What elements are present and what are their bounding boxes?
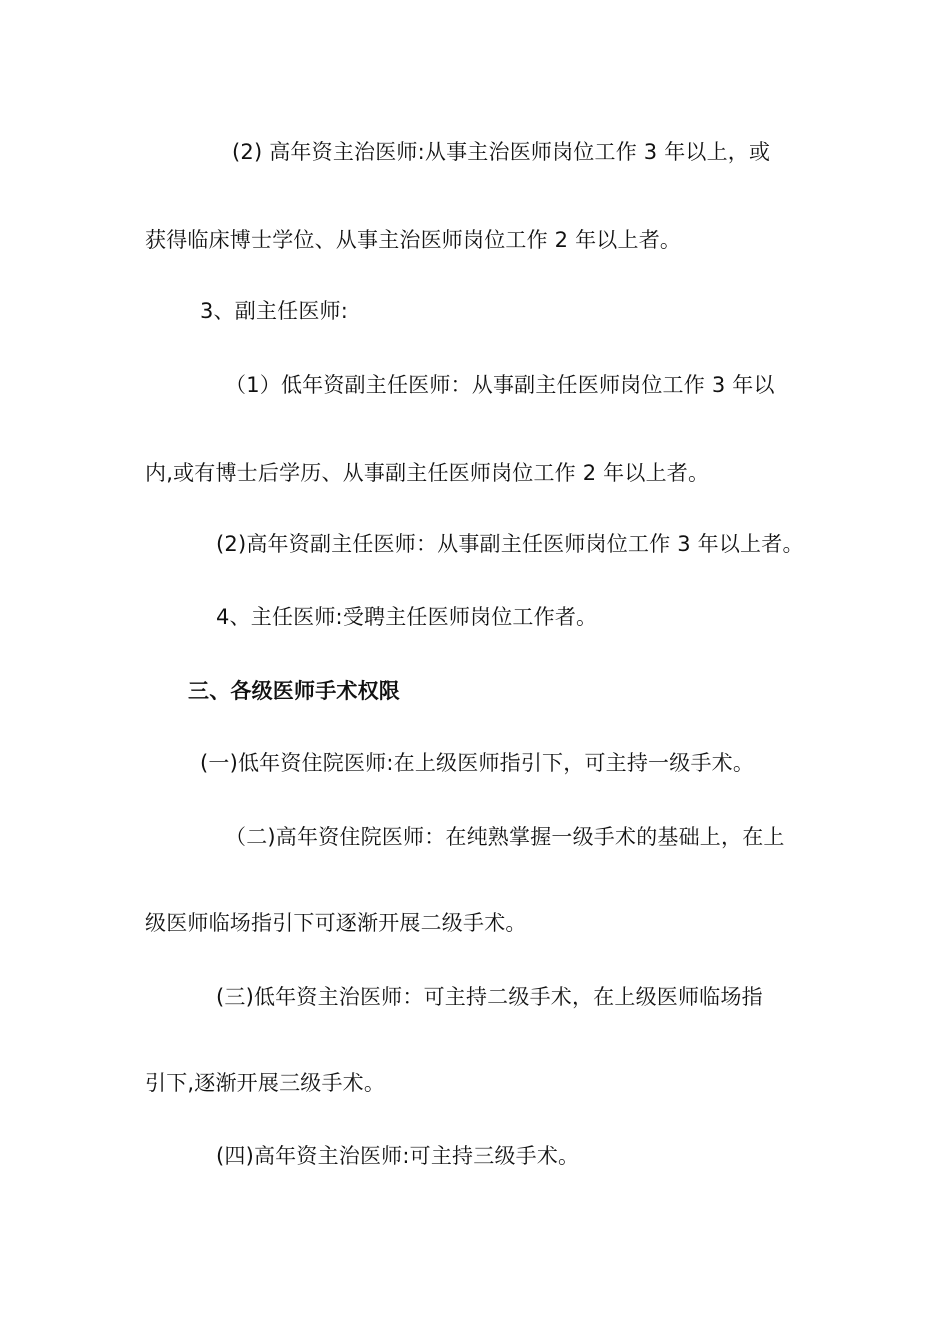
paragraph-junior-associate-line-1: （1）低年资副主任医师：从事副主任医师岗位工作 3 年以 (225, 373, 775, 397)
paragraph-senior-attending-line-1: (2) 高年资主治医师:从事主治医师岗位工作 3 年以上，或 (232, 140, 771, 164)
paragraph-senior-resident-line-1: （二)高年资住院医师：在纯熟掌握一级手术的基础上，在上 (225, 825, 785, 849)
paragraph-chief-physician: 4、主任医师:受聘主任医师岗位工作者。 (216, 605, 598, 629)
paragraph-junior-associate-line-2: 内,或有博士后学历、从事副主任医师岗位工作 2 年以上者。 (145, 461, 710, 485)
paragraph-senior-resident-line-2: 级医师临场指引下可逐渐开展二级手术。 (145, 911, 527, 935)
paragraph-junior-attending-line-2: 引下,逐渐开展三级手术。 (145, 1071, 386, 1095)
paragraph-junior-resident: (一)低年资住院医师:在上级医师指引下，可主持一级手术。 (200, 751, 755, 775)
paragraph-junior-attending-line-1: (三)低年资主治医师：可主持二级手术，在上级医师临场指 (216, 985, 763, 1009)
paragraph-senior-associate: (2)高年资副主任医师：从事副主任医师岗位工作 3 年以上者。 (216, 532, 804, 556)
paragraph-senior-attending-authority: (四)高年资主治医师:可主持三级手术。 (216, 1144, 580, 1168)
heading-associate-chief: 3、副主任医师: (200, 299, 349, 323)
section-heading-surgery-authority: 三、各级医师手术权限 (188, 679, 400, 703)
paragraph-senior-attending-line-2: 获得临床博士学位、从事主治医师岗位工作 2 年以上者。 (145, 228, 682, 252)
